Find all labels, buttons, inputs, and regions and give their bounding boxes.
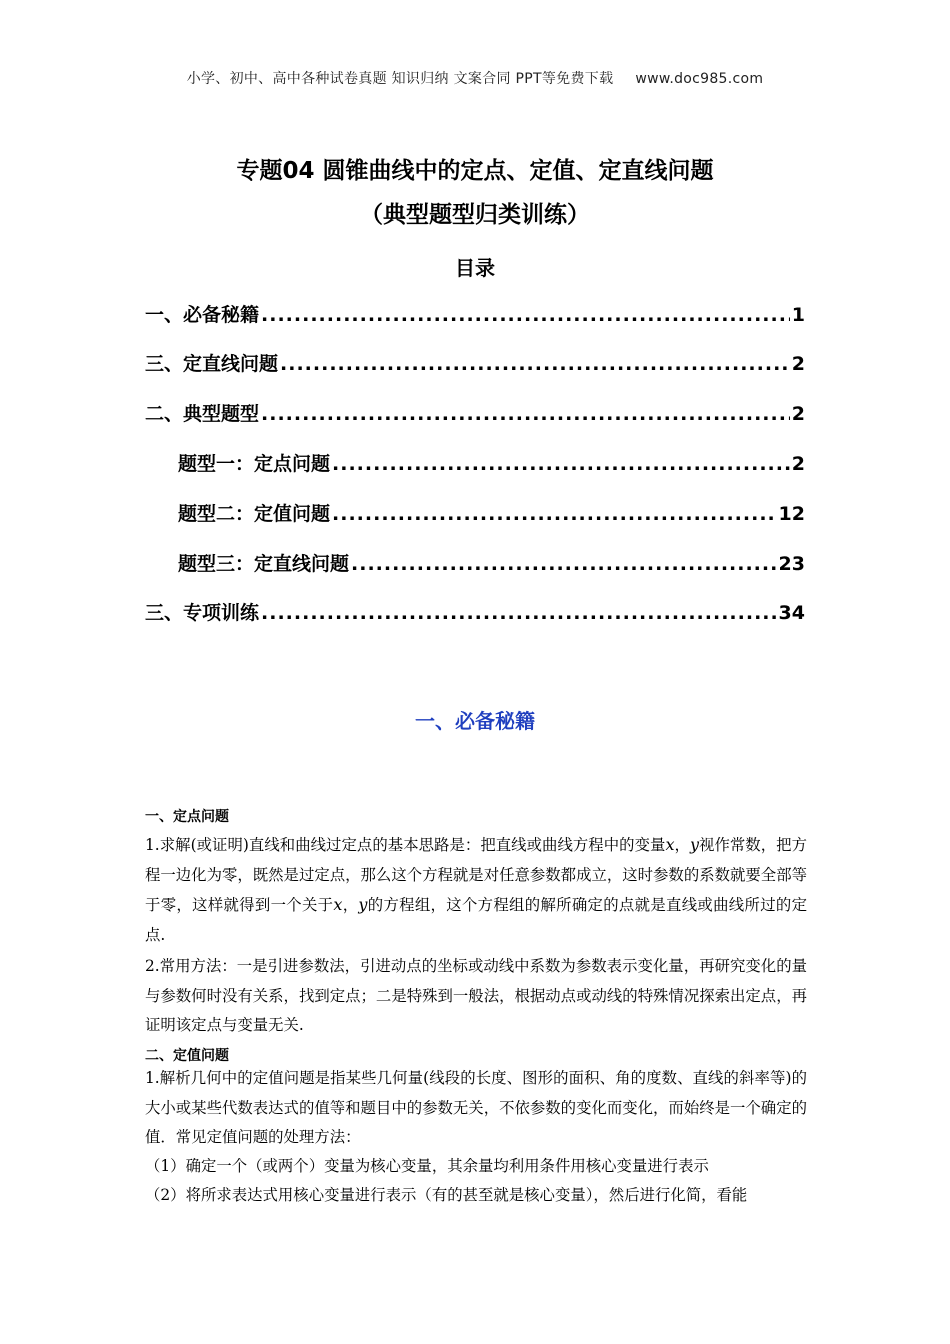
toc-item[interactable] — [178, 549, 805, 577]
section-heading: 一、必备秘籍 — [415, 709, 535, 733]
toc-item-label: 题型三：定直线问题 — [178, 553, 350, 575]
toc-leader-dots — [332, 503, 777, 525]
toc-item-page: 1 — [791, 304, 805, 326]
toc-item[interactable] — [145, 349, 805, 377]
toc-item-label: 三、专项训练 — [145, 602, 260, 624]
toc-leader-dots — [261, 403, 790, 425]
toc-item[interactable] — [145, 598, 805, 626]
toc-leader-dots — [261, 304, 790, 326]
toc-leader-dots — [332, 453, 790, 475]
toc-item-label: 一、必备秘籍 — [145, 304, 260, 326]
toc-item[interactable] — [178, 449, 805, 477]
toc-item-page: 34 — [778, 602, 805, 624]
math-var-x: x — [665, 835, 675, 854]
toc-item-label: 题型一：定点问题 — [178, 453, 331, 475]
text-span: 的方程组，这个方程组的解所确定的点就是直线或曲线所过的定点. — [145, 896, 807, 944]
paragraph-fixed-point-1 — [145, 830, 807, 950]
toc-item[interactable] — [145, 399, 805, 427]
math-var-y: y — [689, 835, 699, 854]
header-tagline: 小学、初中、高中各种试卷真题 知识归纳 文案合同 PPT等免费下载 — [186, 71, 614, 87]
toc-item-page: 12 — [778, 503, 805, 525]
paragraph-fixed-value-1: 1.解析几何中的定值问题是指某些几何量(线段的长度、图形的面积、角的度数、直线的斜率等)的大小或某些代数表达式的值等和题目中的参数无关，不依参数的变化而变化，而始终是一个确定的值．常见定值问题的处理方法： — [145, 1069, 807, 1146]
toc-item-label: 三、定直线问题 — [145, 353, 279, 375]
page-header — [0, 68, 950, 88]
toc-item-page: 2 — [791, 403, 805, 425]
toc-item-page: 23 — [778, 553, 805, 575]
toc-item-page: 2 — [791, 353, 805, 375]
text-span: ， — [342, 896, 359, 914]
header-site-link[interactable]: www.doc985.com — [635, 71, 764, 87]
step-line-2: （2）将所求表达式用核心变量进行表示（有的甚至就是核心变量），然后进行化简，看能 — [145, 1186, 748, 1204]
toc-item[interactable] — [178, 499, 805, 527]
toc-leader-dots — [351, 553, 777, 575]
document-subtitle: （典型题型归类训练） — [360, 202, 590, 228]
math-var-x: x — [333, 895, 343, 914]
toc-leader-dots — [261, 602, 777, 624]
step-line-1: （1）确定一个（或两个）变量为核心变量，其余量均利用条件用核心变量进行表示 — [145, 1157, 709, 1175]
paragraph-fixed-point-2: 2.常用方法：一是引进参数法，引进动点的坐标或动线中系数为参数表示变化量，再研究变化的量与参数何时没有关系，找到定点；二是特殊到一般法，根据动点或动线的特殊情况探索出定点，再证明该定点与变量无关. — [145, 957, 807, 1034]
toc-heading: 目录 — [455, 256, 495, 280]
toc-item-page: 2 — [791, 453, 805, 475]
text-span: 1.求解(或证明)直线和曲线过定点的基本思路是：把直线或曲线方程中的变量 — [145, 836, 666, 854]
subsection-title-fixed-point: 一、定点问题 — [145, 809, 229, 825]
text-span: 视作常数，把方程一边化为零，既然是过定点，那么这个方程就是对任意参数都成立，这时参数的系数就要全部等于零，这样就得到一个关于 — [145, 836, 807, 914]
document-title: 专题04 圆锥曲线中的定点、定值、定直线问题 — [236, 158, 714, 184]
math-var-y: y — [358, 895, 368, 914]
toc-item[interactable] — [145, 300, 805, 328]
subsection-title-fixed-value: 二、定值问题 — [145, 1048, 229, 1064]
toc-item-label: 题型二：定值问题 — [178, 503, 331, 525]
toc-leader-dots — [280, 353, 790, 375]
toc-item-label: 二、典型题型 — [145, 403, 260, 425]
text-span: ， — [674, 836, 690, 854]
